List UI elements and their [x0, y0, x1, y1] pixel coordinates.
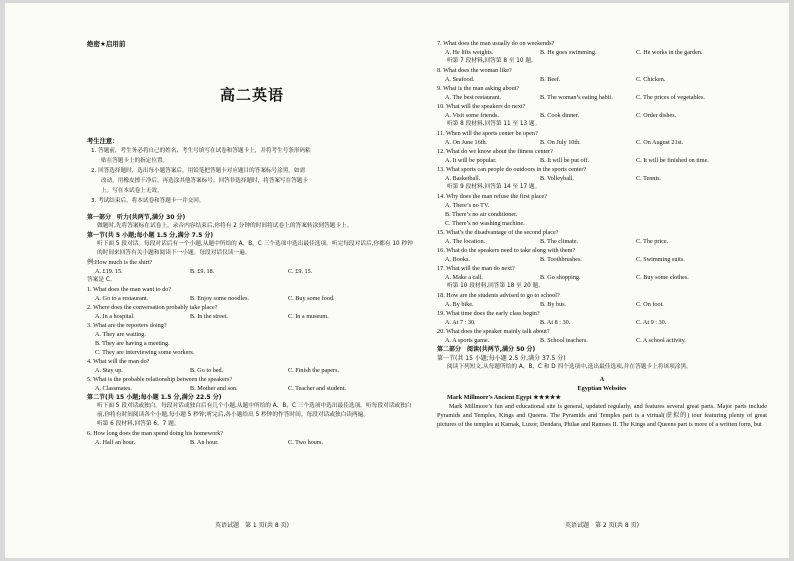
option: A. In a hospital.	[95, 313, 135, 320]
question-options	[437, 300, 767, 309]
example-answer: 答案是 C。	[87, 277, 116, 283]
option: C. A school activity.	[636, 337, 686, 344]
question-options	[437, 93, 767, 102]
question-text: 2. Where does the conversation probably take place?	[87, 304, 218, 311]
option: C. Order dishes.	[636, 112, 677, 119]
question-options	[437, 138, 767, 147]
option: A. Make a call.	[445, 274, 483, 281]
option: B. Go to bed.	[190, 367, 224, 374]
option: A. Stay up.	[95, 367, 123, 374]
option: B. It will be put off.	[540, 157, 590, 164]
option: C. On August 21st.	[636, 139, 684, 146]
page-1	[87, 3, 417, 558]
option: A. A sports game.	[445, 337, 490, 344]
exam-sheet	[5, 3, 789, 558]
question-options	[437, 318, 767, 327]
notice-item: 上。写在本试卷上无效。	[101, 188, 163, 194]
question-options	[437, 111, 767, 120]
passage-paragraph: Mark Millmore’s fun and educational site is general, updated regularly, and features several great parts. Major parts include Pyramids and Temples, Kings and Queens. The Pyramids and Temples part is a virtual(虚拟的) tour featuring plenty of great pictures of the temples at Karnak, Luxor, Dendara, Philae and Ramses II. The Kings and Queens part is more of a written form, but	[437, 403, 767, 428]
option: C. Tennis.	[636, 175, 662, 182]
option: A. By bike.	[445, 301, 474, 308]
question-options	[87, 384, 417, 393]
option: A. He lifts weights.	[445, 49, 494, 56]
question-options	[437, 336, 767, 345]
option: B. The woman’s eating habit.	[540, 94, 613, 101]
option: C. He works in the garden.	[636, 49, 703, 56]
question-text: 10. What will the speakers do next?	[437, 103, 526, 110]
example-question: 例:How much is the shirt?	[87, 259, 153, 266]
question-6-options	[87, 438, 417, 447]
option: C. £9. 15.	[288, 268, 313, 275]
part2-section1-heading: 第一节(共 15 小题;每小题 2.5 分,满分 37.5 分)	[437, 355, 566, 362]
option: A. The best restaurant.	[445, 94, 502, 101]
material-note: 听第 9 段材料,回答第 14 至 17 题。	[447, 184, 541, 190]
notice-block	[87, 137, 417, 206]
question-text: 20. What does the speaker mainly talk about?	[437, 328, 550, 335]
option: C. They are interviewing some workers.	[95, 349, 195, 356]
part1-heading: 第一部分 听力(共两节,满分 30 分)	[87, 214, 186, 221]
part1-section2-heading: 第二节(共 15 小题;每小题 1.5 分,满分 22.5 分)	[87, 394, 222, 401]
option: A. Basketball.	[445, 175, 481, 182]
option: B. He goes swimming.	[540, 49, 597, 56]
option: B. They are having a meeting.	[95, 340, 170, 347]
question-text: 16. What do the speakers need to take along with them?	[437, 247, 576, 254]
option: A. They are waiting.	[95, 331, 146, 338]
option: C. Buy some food.	[288, 295, 335, 302]
question-options	[87, 366, 417, 375]
question-text: 14. Why does the man refuse the first place?	[437, 193, 548, 200]
question-options	[87, 294, 417, 303]
question-text: 3. What are the reporters doing?	[87, 322, 167, 329]
question-text: 11. When will the sports center be open?	[437, 130, 538, 137]
option: A. The location.	[445, 238, 486, 245]
page-2	[437, 3, 767, 558]
notice-item: 1. 答题前，考生务必将自己的姓名、考生号填写在试卷和答题卡上，并将考生号条形码粘	[91, 148, 311, 154]
question-text: 9. What is the man asking about?	[437, 85, 520, 92]
passage-label: A	[599, 376, 605, 383]
option: B. Toothbrushes.	[540, 256, 582, 263]
option: A. Half an hour.	[95, 439, 136, 446]
option: A. Visit some friends.	[445, 112, 499, 119]
passage-title: Egyptian Websites	[577, 385, 627, 392]
option: B. Mother and son.	[190, 385, 238, 392]
notice-item: 贴在答题卡上的指定位置。	[101, 158, 169, 164]
material-note: 听第 7 段材料,回答第 8 至 10 题。	[447, 58, 537, 64]
part1-section2-intro: 听下面 5 段对话或独白。每段对话或独白后有几个小题,从题中所给的 A、B、C 三个选项中选出最佳选项。听每段对话或独白前,你将有时间阅读各个小题,每小题 5 秒钟;听完后,各小题给出 5 秒钟的作答时间。每段对话或独白读两遍。	[97, 403, 412, 418]
option: A. At 7 : 30.	[445, 319, 476, 326]
part1-section1-heading: 第一节(共 5 小题;每小题 1.5 分,满分 7.5 分)	[87, 232, 214, 239]
option: C. In a museum.	[288, 313, 329, 320]
option: C. Swimming suits.	[636, 256, 685, 263]
option: C. It will be finished on time.	[636, 157, 709, 164]
part2-heading: 第二部分 阅读(共两节,满分 50 分)	[437, 346, 536, 353]
notice-heading: 考生注意：	[87, 138, 119, 145]
material-note: 听第 10 段材料,回答第 18 至 20 题。	[447, 283, 544, 289]
notice-item: 3. 考试结束后，将本试卷和答题卡一并交回。	[91, 198, 205, 204]
confidential-label: 绝密★启用前	[87, 40, 126, 48]
question-options	[437, 48, 767, 57]
option: B. Cook dinner.	[540, 112, 580, 119]
question-options	[437, 237, 767, 246]
question-text: 15. What’s the disadvantage of the second place?	[437, 229, 559, 236]
option: A. Classmates.	[95, 385, 132, 392]
page-footer-right: 英语试题 第 2 页(共 8 页)	[565, 522, 639, 529]
option: A. Books.	[445, 256, 470, 263]
option: C. The price.	[636, 238, 669, 245]
material-note: 听第 6 段材料,回答第 6、7 题。	[97, 421, 180, 427]
option: B. Volleyball.	[540, 175, 574, 182]
option: B. School teachers.	[540, 337, 588, 344]
option: B. In the street.	[190, 313, 228, 320]
option: A. Go to a restaurant.	[95, 295, 149, 302]
question-text: 1. What does the man want to do?	[87, 286, 172, 293]
site-title: Mark Millmore’s Ancient Egypt ★★★★★	[447, 394, 562, 401]
question-options	[87, 312, 417, 321]
option: C. There’s no washing machine.	[445, 220, 525, 227]
option: A. Seafood.	[445, 76, 475, 83]
page-footer-left: 英语试题 第 1 页(共 8 页)	[215, 522, 289, 529]
option: B. On July 10th.	[540, 139, 581, 146]
option: B. There’s no air conditioner.	[445, 211, 518, 218]
option: C. On foot.	[636, 301, 664, 308]
question-options	[437, 273, 767, 282]
option: B. By bus.	[540, 301, 567, 308]
option: C. Two hours.	[288, 439, 323, 446]
option: C. Chicken.	[636, 76, 666, 83]
question-6: 6. How long does the man spend doing his homework?	[87, 430, 224, 437]
question-text: 18. How are the students advised to go to school?	[437, 292, 560, 299]
notice-item: 改动，用橡皮擦干净后，再选涂其他答案标号。回答非选择题时，将答案写在答题卡	[101, 178, 308, 184]
option: B. £9. 18.	[190, 268, 215, 275]
notice-item: 2. 回答选择题时，选出每小题答案后，用铅笔把答题卡对应题目的答案标号涂黑。如需	[91, 168, 306, 174]
option: B. At 8 : 30.	[540, 319, 571, 326]
page-title: 高二英语	[219, 86, 284, 104]
option: B. The climate.	[540, 238, 579, 245]
question-options	[437, 75, 767, 84]
question-options	[437, 255, 767, 264]
option: C. The prices of vegetables.	[636, 94, 705, 101]
option: B. Beef.	[540, 76, 561, 83]
material-note: 听第 8 段材料,回答第 11 至 13 题。	[447, 121, 541, 127]
part1-intro: 做题时,先将答案标在试卷上。录音内容结束后,你将有 2 分钟的时间将试卷上的答案转涂到答题卡上。	[97, 223, 353, 229]
question-text: 8. What does the woman like?	[437, 67, 512, 74]
question-text: 17. What will the man do next?	[437, 265, 515, 272]
option: C. Teacher and student.	[288, 385, 347, 392]
option: B. Go shopping.	[540, 274, 581, 281]
question-text: 19. What time does the early class begin?	[437, 310, 540, 317]
example-options	[87, 267, 417, 276]
option: C. Finish the papers.	[288, 367, 340, 374]
part1-section1-intro: 听下面 5 段对话。每段对话后有一个小题,从题中所给的 A、B、C 三个选项中选出最佳选项。听完每段对话后,你都有 10 秒钟的时间来回答有关小题和阅读下一小题。每段对话仅读一遍。	[97, 241, 413, 256]
option: C. Buy some clothes.	[636, 274, 689, 281]
option: A. There’s no TV.	[445, 202, 490, 209]
question-text: 12. What do we know about the fitness center?	[437, 148, 553, 155]
option: C. At 9 : 30.	[636, 319, 667, 326]
question-text: 5. What is the probable relationship between the speakers?	[87, 376, 233, 383]
option: A. It will be popular.	[445, 157, 497, 164]
option: B. An hour.	[190, 439, 219, 446]
question-text: 7. What does the man usually do on weekends?	[437, 40, 555, 47]
option: B. Enjoy some noodles.	[190, 295, 249, 302]
question-options	[437, 156, 767, 165]
question-text: 13. What sports can people do outdoors in the sports center?	[437, 166, 587, 173]
option: A. On June 16th.	[445, 139, 488, 146]
question-text: 4. What will the man do?	[87, 358, 150, 365]
option: A. £19. 15.	[95, 268, 123, 275]
part2-section1-intro: 阅读下列短文,从每题所给的 A、B、C 和 D 四个选项中,选出最佳选项,并在答题卡上将该项涂黑。	[447, 364, 692, 370]
question-options	[437, 174, 767, 183]
